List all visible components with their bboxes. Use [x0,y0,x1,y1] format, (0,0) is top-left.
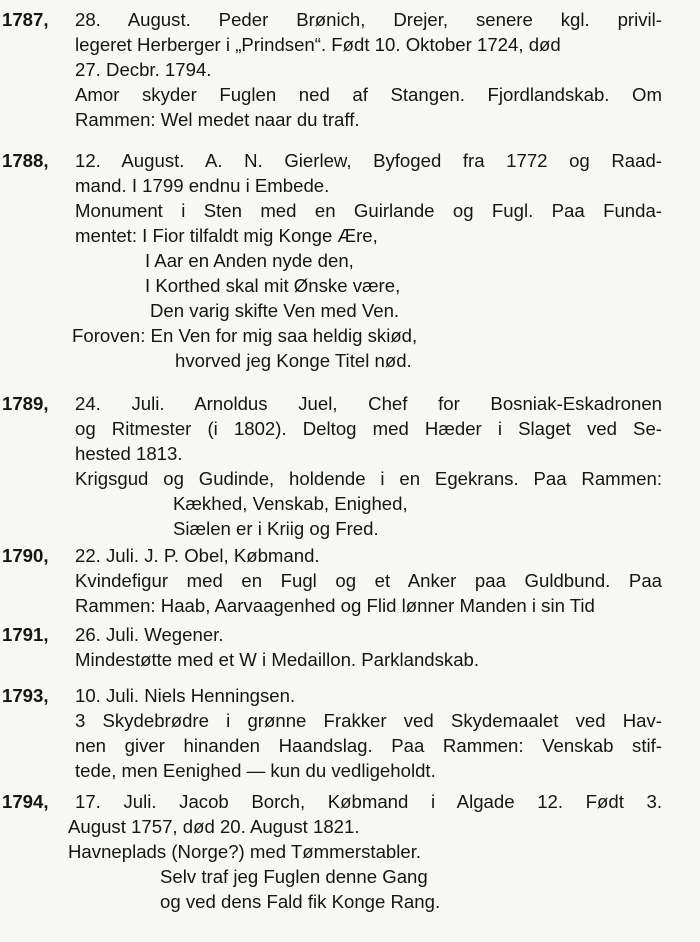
entry-year: 1793, [2,685,49,706]
entry-1789 [0,391,700,541]
verse-line: Den varig skifte Ven med Ven. [150,300,400,321]
entry-line: 10. Juli. Niels Henningsen. [75,685,296,706]
entry-line: hested 1813. [75,443,183,464]
entry-year: 1790, [2,545,49,566]
entry-line: August 1757, død 20. August 1821. [68,816,360,837]
entry-1793 [0,683,700,783]
verse-line: Selv traf jeg Fuglen denne Gang [160,866,428,887]
entry-line: 28. August. Peder Brønich, Drejer, senere kgl. privil- [75,9,662,30]
entry-line: 27. Decbr. 1794. [75,59,212,80]
entry-line: Monument i Sten med en Guirlande og Fugl. Paa Funda- [75,200,662,221]
entry-1787 [0,7,700,132]
entry-line: Mindestøtte med et W i Medaillon. Parklandskab. [75,649,480,670]
entry-line: Kvindefigur med en Fugl og et Anker paa Guldbund. Paa [75,570,662,591]
entry-line: Amor skyder Fuglen ned af Stangen. Fjordlandskab. Om [75,84,662,105]
entry-1790 [0,543,700,618]
entry-year: 1787, [2,9,49,30]
entry-1794 [0,789,700,914]
entry-line: 3 Skydebrødre i grønne Frakker ved Skydemaalet ved Hav- [75,710,662,731]
entry-1788 [0,148,700,373]
entry-line: tede, men Eenighed — kun du vedligeholdt. [75,760,436,781]
entry-line: 22. Juli. J. P. Obel, Købmand. [75,545,320,566]
entry-line: legeret Herberger i „Prindsen“. Født 10. Oktober 1724, død [75,34,561,55]
entry-line: mand. I 1799 endnu i Embede. [75,175,330,196]
entry-line: nen giver hinanden Haandslag. Paa Rammen: Venskab stif- [75,735,662,756]
entry-year: 1789, [2,393,49,414]
entry-line: Rammen: Wel medet naar du traff. [75,109,360,130]
verse-line: Kækhed, Venskab, Enighed, [173,493,408,514]
entry-line: Havneplads (Norge?) med Tømmerstabler. [68,841,422,862]
entry-1791 [0,622,700,672]
entry-line: 24. Juli. Arnoldus Juel, Chef for Bosniak-Eskadronen [75,393,662,414]
entry-line: mentet: I Fior tilfaldt mig Konge Ære, [75,225,378,246]
entry-line: 17. Juli. Jacob Borch, Købmand i Algade 12. Født 3. [75,791,662,812]
verse-line: I Korthed skal mit Ønske være, [145,275,401,296]
entry-line: Krigsgud og Gudinde, holdende i en Egekrans. Paa Rammen: [75,468,662,489]
entry-line: Rammen: Haab, Aarvaagenhed og Flid lønner Manden i sin Tid [75,595,595,616]
entry-year: 1794, [2,791,49,812]
entry-year: 1788, [2,150,49,171]
verse-line: Siælen er i Kriig og Fred. [173,518,379,539]
verse-line: hvorved jeg Konge Titel nød. [175,350,412,371]
entry-line: 12. August. A. N. Gierlew, Byfoged fra 1772 og Raad- [75,150,662,171]
verse-line: I Aar en Anden nyde den, [145,250,354,271]
entry-year: 1791, [2,624,49,645]
verse-line: og ved dens Fald fik Konge Rang. [160,891,441,912]
entry-line: 26. Juli. Wegener. [75,624,224,645]
entry-line: Foroven: En Ven for mig saa heldig skiød, [72,325,418,346]
entry-line: og Ritmester (i 1802). Deltog med Hæder i Slaget ved Se- [75,418,662,439]
